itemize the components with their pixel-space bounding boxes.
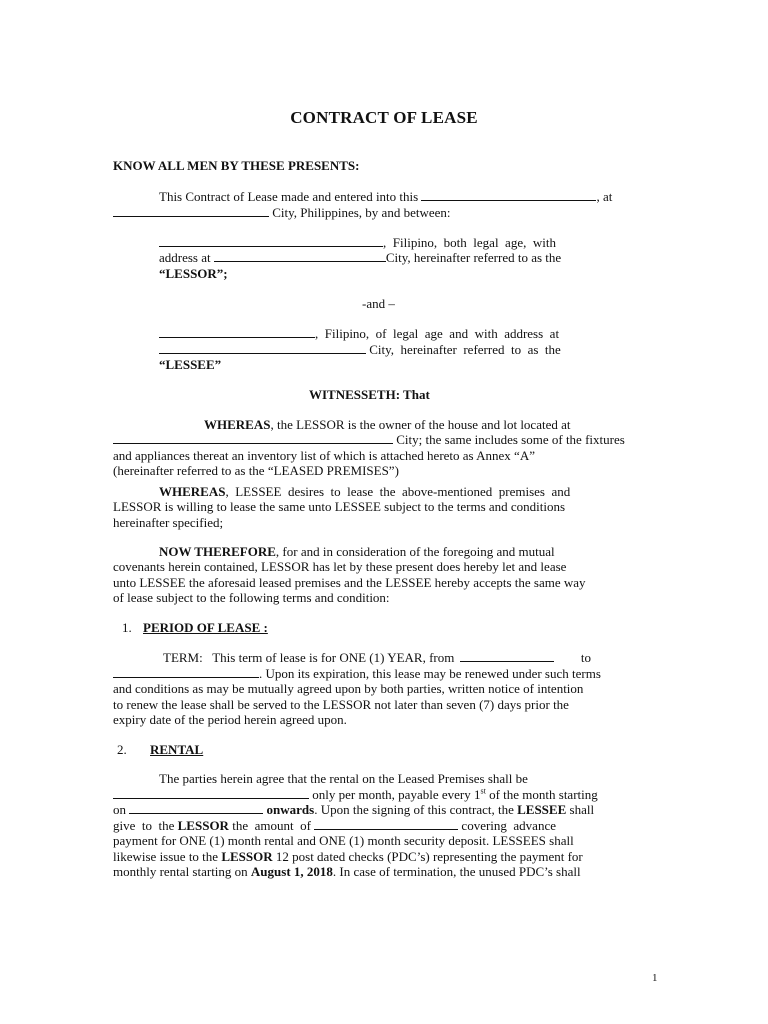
whereas1-line-1 bbox=[204, 417, 571, 433]
section2-line-4 bbox=[113, 818, 556, 834]
lessee-name-blank bbox=[159, 326, 315, 338]
rental-text: . In case of termination, the unused PDC’s shall bbox=[332, 864, 581, 879]
rental-bold: August 1, 2018 bbox=[250, 864, 333, 879]
whereas1-text: , the LESSOR is the owner of the house and lot located at bbox=[270, 417, 571, 432]
intro-text: , at bbox=[596, 189, 613, 204]
whereas-bold: WHEREAS bbox=[159, 484, 226, 499]
rental-amount-blank bbox=[113, 787, 309, 799]
section1-line-1 bbox=[163, 650, 591, 666]
section2-heading: RENTAL bbox=[150, 742, 204, 757]
to-date-blank bbox=[113, 666, 259, 678]
page-number: 1 bbox=[652, 972, 658, 984]
witnesseth-heading: WITNESSETH: That bbox=[309, 387, 430, 402]
now-therefore-line-4: of lease subject to the following terms and condition: bbox=[113, 590, 390, 605]
section2-line-2 bbox=[113, 787, 598, 803]
whereas2-text: , LESSEE desires to lease the above-mentioned premises and bbox=[225, 484, 571, 499]
lessor-text: City, hereinafter referred to as the bbox=[385, 250, 562, 265]
rental-text: covering advance bbox=[461, 818, 556, 833]
now-therefore-line-2: covenants herein contained, LESSOR has let by these present does hereby let and lease bbox=[113, 559, 567, 574]
lessor-label: “LESSOR”; bbox=[159, 266, 228, 281]
city-blank bbox=[113, 205, 269, 217]
whereas1-line-4: (hereinafter referred to as the “LEASED PREMISES”) bbox=[113, 463, 399, 478]
term-text: to bbox=[580, 650, 591, 665]
lessor-address-blank bbox=[214, 250, 386, 262]
section1-line-4: to renew the lease shall be served to the LESSOR not later than seven (7) days prior the bbox=[113, 697, 569, 712]
whereas-bold: WHEREAS bbox=[204, 417, 271, 432]
lessor-line-1 bbox=[159, 235, 609, 251]
lessee-address-blank bbox=[159, 342, 366, 354]
rental-text: shall bbox=[569, 802, 595, 817]
lessor-name-blank bbox=[159, 235, 383, 247]
lessee-line-2 bbox=[159, 342, 561, 358]
rental-text: the amount of bbox=[232, 818, 311, 833]
date-blank bbox=[421, 189, 596, 201]
section2-number: 2. bbox=[117, 742, 127, 757]
rental-bold: onwards bbox=[266, 802, 315, 817]
term-text: TERM: This term of lease is for ONE (1) YEAR, from bbox=[163, 650, 455, 665]
intro-line-2 bbox=[113, 205, 451, 221]
whereas1-text: City; the same includes some of the fixtures bbox=[396, 432, 625, 447]
now-therefore-text: , for and in consideration of the foregoing and mutual bbox=[275, 544, 555, 559]
from-date-blank bbox=[460, 650, 554, 662]
rental-text: of the month starting bbox=[489, 787, 598, 802]
section2-line-5: payment for ONE (1) month rental and ONE (1) month security deposit. LESSEES shall bbox=[113, 833, 574, 848]
whereas2-line-1 bbox=[159, 484, 570, 500]
rental-bold: LESSOR bbox=[221, 849, 273, 864]
intro-text: City, Philippines, by and between: bbox=[272, 205, 451, 220]
rental-text: monthly rental starting on bbox=[113, 864, 248, 879]
section1-line-3: and conditions as may be mutually agreed upon by both parties, written notice of intention bbox=[113, 681, 584, 696]
location-blank bbox=[113, 432, 393, 444]
term-text: . Upon its expiration, this lease may be renewed under such terms bbox=[259, 666, 601, 681]
know-all-men-heading: KNOW ALL MEN BY THESE PRESENTS: bbox=[113, 158, 360, 173]
section1-heading: PERIOD OF LEASE : bbox=[143, 620, 268, 635]
section1-line-5: expiry date of the period herein agreed upon. bbox=[113, 712, 347, 727]
rental-text: on bbox=[113, 802, 126, 817]
document-title: CONTRACT OF LEASE bbox=[290, 108, 478, 127]
lessor-line-2 bbox=[159, 250, 561, 266]
section1-number: 1. bbox=[122, 620, 132, 635]
whereas1-line-3: and appliances thereat an inventory list of which is attached hereto as Annex “A” bbox=[113, 448, 535, 463]
lessor-text: address at bbox=[159, 250, 211, 265]
now-therefore-line-1 bbox=[159, 544, 555, 560]
rental-text: give to the bbox=[113, 818, 175, 833]
whereas2-line-3: hereinafter specified; bbox=[113, 515, 224, 530]
intro-text: This Contract of Lease made and entered into this bbox=[159, 189, 419, 204]
start-date-blank bbox=[129, 802, 263, 814]
rental-text: likewise issue to the bbox=[113, 849, 219, 864]
section2-line-7 bbox=[113, 864, 581, 880]
rental-text: only per month, payable every 1 bbox=[312, 787, 481, 802]
lessee-text: City, hereinafter referred to as the bbox=[369, 342, 561, 357]
now-therefore-line-3: unto LESSEE the aforesaid leased premises and the LESSEE hereby accepts the same way bbox=[113, 575, 586, 590]
whereas1-line-2 bbox=[113, 432, 625, 448]
lessee-line-1 bbox=[159, 326, 559, 342]
rental-text: . Upon the signing of this contract, the bbox=[314, 802, 514, 817]
section1-line-2 bbox=[113, 666, 601, 682]
rental-bold: LESSEE bbox=[517, 802, 567, 817]
lessee-label: “LESSEE” bbox=[159, 357, 222, 372]
rental-bold: LESSOR bbox=[177, 818, 229, 833]
lessor-text: , Filipino, both legal age, with bbox=[383, 235, 556, 250]
advance-amount-blank bbox=[314, 818, 458, 830]
ordinal-suffix: st bbox=[480, 786, 486, 796]
whereas2-line-2: LESSOR is willing to lease the same unto LESSEE subject to the terms and conditions bbox=[113, 499, 566, 514]
section2-line-1: The parties herein agree that the rental on the Leased Premises shall be bbox=[159, 771, 528, 786]
now-therefore-bold: NOW THEREFORE bbox=[159, 544, 276, 559]
rental-text: 12 post dated checks (PDC’s) representing the payment for bbox=[275, 849, 583, 864]
section2-line-3 bbox=[113, 802, 594, 818]
intro-line-1 bbox=[159, 189, 612, 205]
section2-line-6 bbox=[113, 849, 583, 865]
and-separator: -and – bbox=[362, 296, 395, 311]
lessee-text: , Filipino, of legal age and with address at bbox=[315, 326, 560, 341]
